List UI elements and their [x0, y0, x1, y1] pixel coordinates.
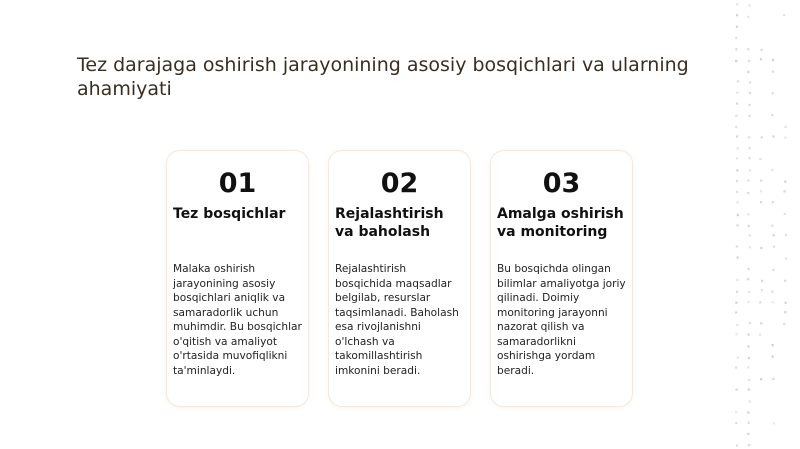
- decorative-dot-pattern: [726, 0, 800, 449]
- step-card-3: [490, 150, 633, 407]
- slide-title: Tez darajaga oshirish jarayonining asosiy bosqichlari va ularning ahamiyati: [77, 54, 689, 100]
- step-card-2: [328, 150, 471, 407]
- step-description: Malaka oshirish jarayonining asosiy bosqichlari aniqlik va samaradorlik uchun muhimdir. Bu bosqichlar o'qitish va amaliyot o'rtasida muvofiqlikni ta'minlaydi.: [173, 263, 302, 377]
- step-description: Bu bosqichda olingan bilimlar amaliyotga joriy qilinadi. Doimiy monitoring jarayonni nazorat qilish va samaradorlikni oshirishga yordam beradi.: [497, 263, 626, 377]
- step-heading: Amalga oshirish va monitoring: [497, 206, 624, 240]
- step-heading: Tez bosqichlar: [173, 206, 286, 222]
- step-heading: Rejalashtirish va baholash: [335, 206, 444, 240]
- step-number: 02: [380, 168, 419, 199]
- step-number: 03: [542, 168, 581, 199]
- step-description: Rejalashtirish bosqichida maqsadlar belgilab, resurslar taqsimlanadi. Baholash esa rivojlanishni o'lchash va takomillashtirish imkonini beradi.: [335, 263, 459, 377]
- step-number: 01: [218, 168, 257, 199]
- step-card-1: [166, 150, 309, 407]
